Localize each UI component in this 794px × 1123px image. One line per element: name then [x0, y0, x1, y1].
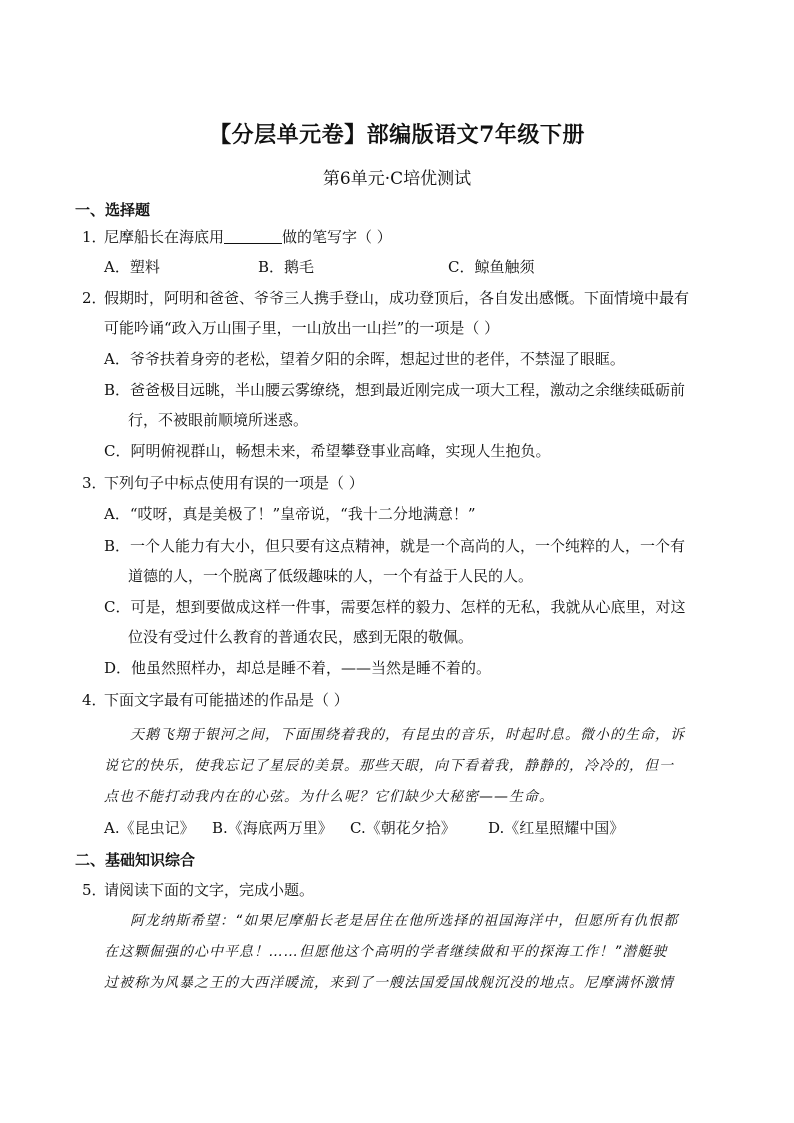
question-1-stem	[82, 226, 392, 247]
question-5-stem	[82, 879, 314, 900]
question-1-text-before: 尼摩船长在海底用	[104, 228, 225, 246]
question-4-options	[104, 817, 624, 838]
question-5-text: 请阅读下面的文字，完成小题。	[104, 881, 315, 899]
question-2-text-line-1: 假期时，阿明和爸爸、爷爷三人携手登山，成功登顶后，各自发出感慨。下面情境中最有	[104, 289, 690, 307]
question-4-passage-line-3: 点也不能打动我内在的心弦。为什么呢？它们缺少大秘密——生命。	[104, 789, 554, 805]
question-5-number: 5．	[82, 881, 107, 899]
question-1-options	[104, 256, 534, 277]
section-header-choice: 一、选择题	[75, 201, 151, 219]
question-2-option-c[interactable]: C．阿明俯视群山，畅想未来，希望攀登事业高峰，实现人生抱负。	[104, 442, 551, 460]
question-3-option-c-line-2: 位没有受过什么教育的普通农民，感到无限的敬佩。	[128, 628, 474, 646]
question-3-option-c-line-1[interactable]: C．可是，想到要做成这样一件事，需要怎样的毅力、怎样的无私，我就从心底里，对这	[104, 598, 686, 616]
question-4-stem	[82, 689, 349, 710]
question-1-option-b[interactable]: B．鹅毛	[258, 258, 315, 276]
question-2-number: 2．	[82, 289, 107, 307]
page-title: 【分层单元卷】部编版语文7年级下册	[209, 122, 585, 148]
question-2-option-a[interactable]: A．爷爷扶着身旁的老松，望着夕阳的余晖，想起过世的老伴，不禁湿了眼眶。	[104, 350, 625, 368]
question-3-stem	[82, 472, 364, 493]
question-5-passage-line-1: 阿龙纳斯希望：“如果尼摩船长老是居住在他所选择的祖国海洋中，但愿所有仇恨都	[130, 913, 679, 929]
question-2-option-b-line-1[interactable]: B．爸爸极目远眺，半山腰云雾缭绕，想到最近刚完成一项大工程，激动之余继续砥砺前	[104, 381, 686, 399]
question-4-option-b[interactable]: B.《海底两万里》	[212, 819, 333, 837]
question-4-number: 4．	[82, 691, 107, 709]
question-3-text: 下列句子中标点使用有误的一项是（ ）	[104, 474, 364, 492]
question-5-passage-line-2: 在这颗倔强的心中平息！……但愿他这个高明的学者继续做和平的探海工作！”潜艇驶	[104, 944, 668, 960]
question-3-option-b-line-2: 道德的人，一个脱离了低级趣味的人，一个有益于人民的人。	[128, 567, 534, 585]
question-3-option-a[interactable]: A．“哎呀，真是美极了！”皇帝说，“我十二分地满意！”	[104, 505, 476, 523]
question-4-text: 下面文字最有可能描述的作品是（ ）	[104, 691, 349, 709]
question-1-text-after: 做的笔写字（ ）	[282, 228, 392, 246]
question-2-stem-line-1	[82, 287, 689, 308]
question-3-option-b-line-1[interactable]: B．一个人能力有大小，但只要有这点精神，就是一个高尚的人，一个纯粹的人，一个有	[104, 537, 686, 555]
answer-blank[interactable]	[224, 229, 282, 244]
question-3-option-d[interactable]: D．他虽然照样办，却总是睡不着，——当然是睡不着的。	[104, 659, 492, 677]
section-header-basics: 二、基础知识综合	[75, 851, 196, 869]
question-1-number: 1．	[82, 228, 107, 246]
question-4-option-c[interactable]: C.《朝花夕拾》	[350, 819, 456, 837]
question-1-option-c[interactable]: C．鲸鱼触须	[448, 258, 535, 276]
page-subtitle: 第6单元·C培优测试	[322, 169, 472, 189]
question-4-option-a[interactable]: A.《昆虫记》	[104, 819, 195, 837]
question-3-number: 3．	[82, 474, 107, 492]
question-4-passage-line-1: 天鹅飞翔于银河之间，下面围绕着我的，有昆虫的音乐，时起时息。微小的生命，诉	[130, 727, 685, 743]
question-4-option-d[interactable]: D.《红星照耀中国》	[488, 819, 625, 837]
question-2-stem-line-2: 可能吟诵“政入万山围子里，一山放出一山拦”的一项是（ ）	[104, 319, 500, 337]
question-2-option-b-line-2: 行，不被眼前顺境所迷惑。	[128, 411, 309, 429]
question-1-option-a[interactable]: A．塑料	[104, 258, 160, 276]
question-5-passage-line-3: 过被称为风暴之王的大西洋暖流，来到了一艘法国爱国战舰沉没的地点。尼摩满怀激情	[104, 975, 674, 991]
question-4-passage-line-2: 说它的快乐，使我忘记了星辰的美景。那些天眼，向下看着我，静静的，冷冷的，但一	[104, 758, 674, 774]
